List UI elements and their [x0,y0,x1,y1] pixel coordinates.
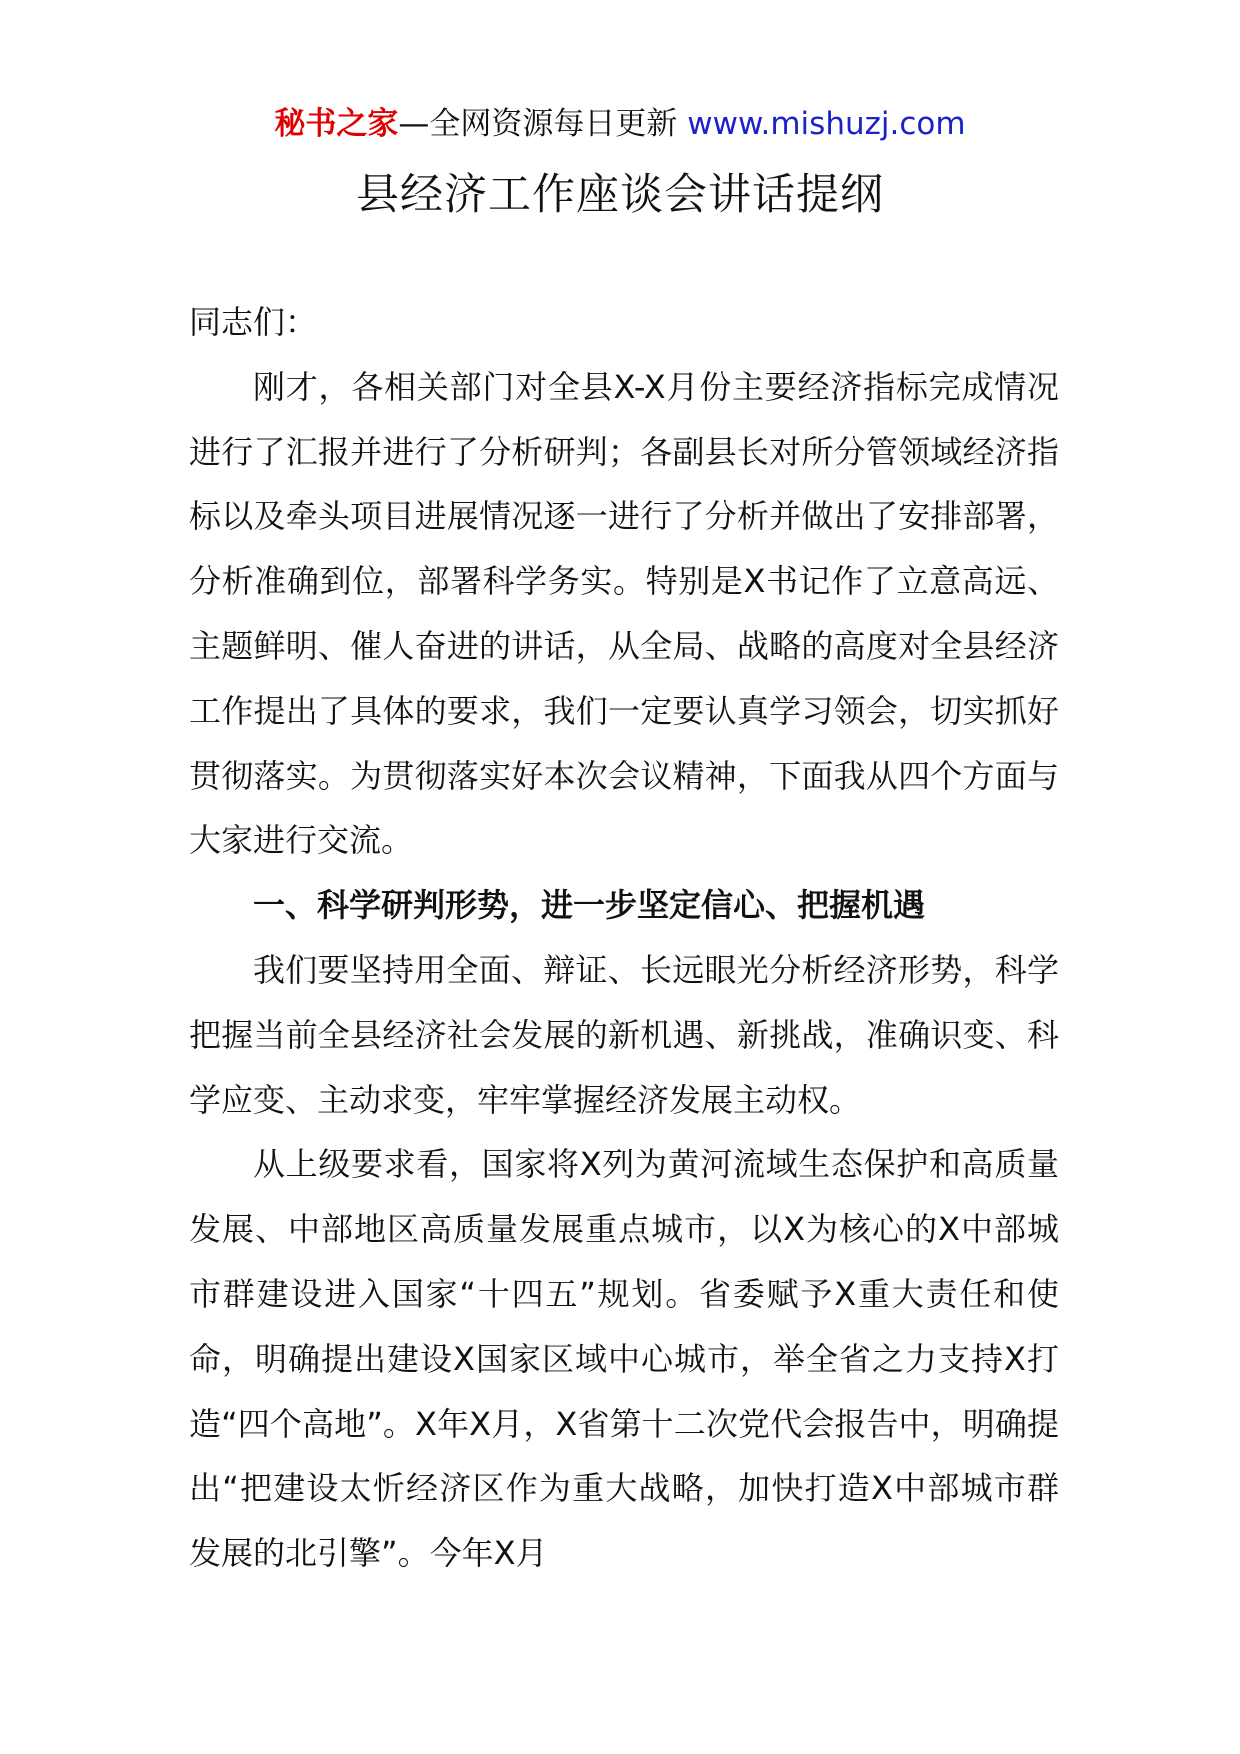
site-brand: 秘书之家 [274,106,399,142]
document-body [189,290,1059,1586]
site-url-link[interactable]: www.mishuzj.com [687,106,966,142]
section-1-paragraph-2: 从上级要求看，国家将X列为黄河流域生态保护和高质量发展、中部地区高质量发展重点城市，以X为核心的X中部城市群建设进入国家“十四五”规划。省委赋予X重大责任和使命，明确提出建设X国家区域中心城市，举全省之力支持X打造“四个高地”。X年X月，X省第十二次党代会报告中，明确提出“把建设太忻经济区作为重大战略，加快打造X中部城市群发展的北引擎”。今年X月 [189,1145,1059,1573]
document-title: 县经济工作座谈会讲话提纲 [356,170,884,220]
section-1-paragraph-1: 我们要坚持用全面、辩证、长远眼光分析经济形势，科学把握当前全县经济社会发展的新机遇、新挑战，准确识变、科学应变、主动求变，牢牢掌握经济发展主动权。 [189,950,1059,1119]
salutation: 同志们： [189,303,318,341]
opening-paragraph: 刚才，各相关部门对全县X-X月份主要经济指标完成情况进行了汇报并进行了分析研判；各副县长对所分管领域经济指标以及牵头项目进展情况逐一进行了分析并做出了安排部署，分析准确到位，部署科学务实。特别是X书记作了立意高远、主题鲜明、催人奋进的讲话，从全局、战略的高度对全县经济工作提出了具体的要求，我们一定要认真学习领会，切实抓好贯彻落实。为贯彻落实好本次会议精神，下面我从四个方面与大家进行交流。 [189,367,1059,860]
site-tagline: —全网资源每日更新 [398,106,678,142]
section-heading-1: 一、科学研判形势，进一步坚定信心、把握机遇 [253,886,926,925]
site-header [0,100,1240,148]
